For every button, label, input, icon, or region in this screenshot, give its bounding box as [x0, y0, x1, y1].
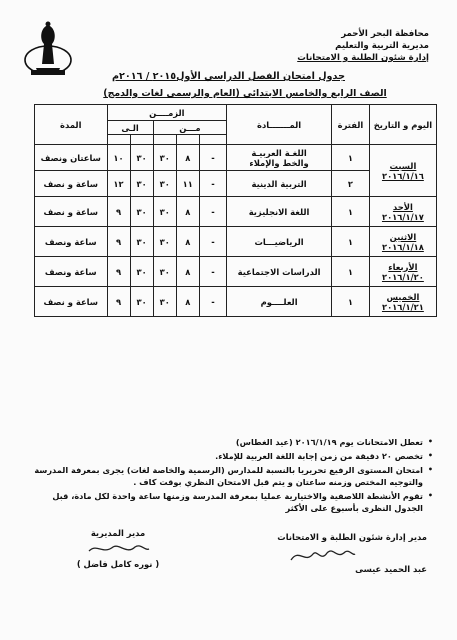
header-time: الزمــــن: [107, 105, 227, 121]
document-title: جدول امتحان الفصل الدراسي الأول٢٠١٥ / ٢٠١٦م: [112, 71, 345, 82]
from-minute-cell: ٣٠: [153, 171, 176, 197]
from-minute-cell: ٣٠: [153, 257, 176, 287]
table-row: [35, 257, 437, 287]
duration-cell: ساعة و نصف: [35, 287, 108, 317]
handwritten-signature: [287, 544, 357, 566]
exam-date: ٢٠١٦/١/٢١: [381, 301, 424, 312]
header-from: مـــن: [153, 121, 226, 135]
header-from-h: [176, 135, 199, 145]
from-hour-cell: ٨: [176, 197, 199, 227]
exam-date: ٢٠١٦/١/١٦: [381, 170, 424, 181]
org-line-directorate: مديرية التربية والتعليم: [335, 41, 429, 51]
duration-cell: ساعة ونصف: [35, 257, 108, 287]
to-minute-cell: ٣٠: [130, 145, 153, 171]
subject-line: والخط والإملاء: [249, 157, 309, 168]
signature-title: مدير إدارة شئون الطلبة و الامتحانات: [277, 532, 427, 542]
signature-department-director: [257, 530, 427, 576]
exam-schedule-table: [34, 104, 437, 317]
handwritten-signature: [83, 541, 153, 557]
day-date-cell: [369, 197, 436, 227]
signature-title: مدير المديرية: [90, 528, 146, 538]
subject-line: اللغـة العربيـة: [251, 147, 307, 158]
period-cell: ١: [332, 227, 370, 257]
header-day-date: اليوم و التاريخ: [369, 105, 436, 145]
day-date-cell: [369, 257, 436, 287]
subject-cell: الدراسات الاجتماعية: [227, 257, 332, 287]
duration-cell: ساعتان ونصف: [35, 145, 108, 171]
note-item: • تقوم الأنشطة اللاصفية والاختيارية عمليا بمعرفة المدرسة وزمنها ساعة واحدة لكل مادة، قبل الجدول النظرى بأسبوع على الأكثر: [30, 490, 423, 514]
signature-directorate-director: [58, 526, 178, 572]
period-cell: ١: [332, 145, 370, 171]
to-hour-cell: ٩: [107, 197, 130, 227]
period-cell: ١: [332, 287, 370, 317]
signature-name: ( نوره كامل فاضل ): [76, 559, 160, 569]
dash-cell: -: [199, 145, 226, 171]
duration-cell: ساعة و نصف: [35, 197, 108, 227]
notes-section: [30, 436, 435, 516]
duration-cell: ساعة ونصف: [35, 227, 108, 257]
organization-header: [239, 28, 429, 64]
to-minute-cell: ٣٠: [130, 171, 153, 197]
period-cell: ٢: [332, 171, 370, 197]
table-row: [35, 145, 437, 171]
header-from-m: [153, 135, 176, 145]
table-row: [35, 197, 437, 227]
subject-cell: الرياضيـــات: [227, 227, 332, 257]
to-hour-cell: ٩: [107, 257, 130, 287]
org-line-department: إدارة شئون الطلبة و الامتحانات: [297, 53, 429, 63]
org-line-governorate: محافظة البحر الأحمر: [341, 29, 429, 39]
document-subtitle: الصف الرابع والخامس الابتدائي (العام والرسمى لغات والدمج): [103, 88, 387, 99]
day-name: السبت: [389, 160, 417, 171]
from-minute-cell: ٣٠: [153, 287, 176, 317]
exam-date: ٢٠١٦/١/١٧: [381, 211, 424, 222]
from-minute-cell: ٣٠: [153, 227, 176, 257]
subject-cell: العلــــوم: [227, 287, 332, 317]
from-minute-cell: ٣٠: [153, 145, 176, 171]
to-hour-cell: ١٠: [107, 145, 130, 171]
subject-cell: التربية الدينية: [227, 171, 332, 197]
signature-name: عبد الحميد عيسى: [355, 564, 427, 574]
day-name: الأحد: [392, 201, 413, 212]
note-item: • امتحان المستوى الرفيع تحريريا بالنسبة للمدارس (الرسمية والخاصة لغات) يجرى بمعرفة المدرسة والتوجيه المختص وزمنه ساعتان و يتم قبل الامتحان النظري بوقت كاف .: [30, 464, 423, 488]
header-period: الفترة: [332, 105, 370, 145]
from-minute-cell: ٣٠: [153, 197, 176, 227]
day-date-cell: [369, 287, 436, 317]
to-minute-cell: ٣٠: [130, 287, 153, 317]
dash-cell: -: [199, 257, 226, 287]
to-hour-cell: ٩: [107, 287, 130, 317]
period-cell: ١: [332, 257, 370, 287]
day-date-cell: [369, 227, 436, 257]
day-name: الاثنين: [389, 231, 417, 242]
header-duration: المدة: [35, 105, 108, 145]
from-hour-cell: ٨: [176, 145, 199, 171]
header-to-h: [107, 135, 130, 145]
from-hour-cell: ٨: [176, 257, 199, 287]
day-date-cell: [369, 145, 436, 197]
to-minute-cell: ٣٠: [130, 197, 153, 227]
dash-cell: -: [199, 227, 226, 257]
to-minute-cell: ٣٠: [130, 257, 153, 287]
dash-cell: -: [199, 287, 226, 317]
table-row: [35, 287, 437, 317]
from-hour-cell: ١١: [176, 171, 199, 197]
from-hour-cell: ٨: [176, 287, 199, 317]
dash-cell: -: [199, 171, 226, 197]
subject-cell: [227, 145, 332, 171]
duration-cell: ساعة و نصف: [35, 171, 108, 197]
subject-cell: اللغة الانجليزية: [227, 197, 332, 227]
note-item: • تعطل الامتحانات يوم ٢٠١٦/١/١٩ (عيد الغطاس): [30, 436, 423, 448]
dash-cell: -: [199, 197, 226, 227]
from-hour-cell: ٨: [176, 227, 199, 257]
to-hour-cell: ١٢: [107, 171, 130, 197]
ministry-logo: [22, 20, 74, 78]
header-subject: المـــــــادة: [227, 105, 332, 145]
period-cell: ١: [332, 197, 370, 227]
table-row: [35, 227, 437, 257]
exam-date: ٢٠١٦/١/١٨: [381, 241, 424, 252]
day-name: الأربعاء: [388, 261, 418, 272]
to-hour-cell: ٩: [107, 227, 130, 257]
day-name: الخميس: [386, 291, 420, 302]
header-to-m: [130, 135, 153, 145]
note-item: • تخصص ٢٠ دقيقة من زمن إجابة اللغة العربية للإملاء.: [30, 450, 423, 462]
exam-date: ٢٠١٦/١/٢٠: [381, 271, 424, 282]
header-to: الـى: [107, 121, 153, 135]
to-minute-cell: ٣٠: [130, 227, 153, 257]
header-from-dash: [199, 135, 226, 145]
